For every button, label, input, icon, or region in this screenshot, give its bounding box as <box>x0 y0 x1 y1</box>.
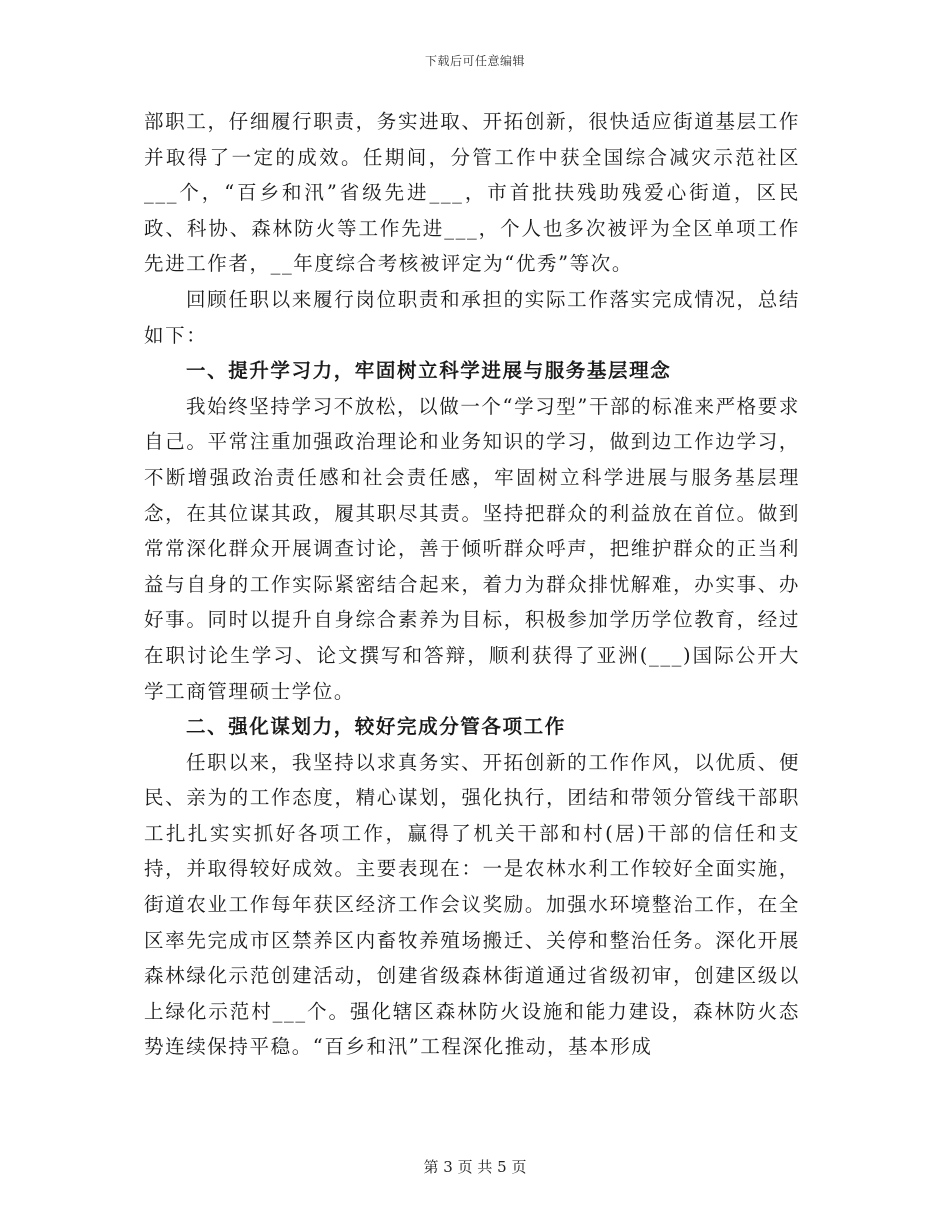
page-header-note: 下载后可任意编辑 <box>424 54 525 68</box>
section-heading-1: 一、提升学习力，牢固树立科学进展与服务基层理念 <box>186 359 672 383</box>
paragraph-section-2: 任职以来，我坚持以求真务实、开拓创新的工作作风，以优质、便民、亲为的工作态度，精心谋划，强化执行，团结和带领分管线干部职工扎扎实实抓好各项工作，赢得了机关干部和村(居)干部的信任和支持，并取得较好成效。主要表现在：一是农林水利工作较好全面实施，街道农业工作每年获区经济工作会议奖励。加强水环境整治工作，在全区率先完成市区禁养区内畜牧养殖场搬迁、关停和整治任务。深化开展森林绿化示范创建活动，创建省级森林街道通过省级初审，创建区级以上绿化示范村___个。强化辖区森林防火设施和能力建设，森林防火态势连续保持平稳。“百乡和汛”工程深化推动，基本形成 <box>144 750 800 1059</box>
page-number-footer: 第 3 页 共 5 页 <box>423 1158 527 1176</box>
document-body <box>144 104 800 1065</box>
paragraph-section-1: 我始终坚持学习不放松，以做一个“学习型”干部的标准来严格要求自己。平常注重加强政治理论和业务知识的学习，做到边工作边学习，不断增强政治责任感和社会责任感，牢固树立科学进展与服务基层理念，在其位谋其政，履其职尽其责。坚持把群众的利益放在首位。做到常常深化群众开展调查讨论，善于倾听群众呼声，把维护群众的正当利益与自身的工作实际紧密结合起来，着力为群众排忧解难，办实事、办好事。同时以提升自身综合素养为目标，积极参加学历学位教育，经过在职讨论生学习、论文撰写和答辩，顺利获得了亚洲(___)国际公开大学工商管理硕士学位。 <box>144 394 800 703</box>
paragraph-summary-lead: 回顾任职以来履行岗位职责和承担的实际工作落实完成情况，总结如下： <box>144 287 800 347</box>
paragraph-intro-continued: 部职工，仔细履行职责，务实进取、开拓创新，很快适应街道基层工作并取得了一定的成效。任期间，分管工作中获全国综合减灾示范社区___个，“百乡和汛”省级先进___，市首批扶残助残爱心街道，区民政、科协、森林防火等工作先进___，个人也多次被评为全区单项工作先进工作者，__年度综合考核被评定为“优秀”等次。 <box>144 110 800 276</box>
section-heading-2: 二、强化谋划力，较好完成分管各项工作 <box>186 715 566 739</box>
